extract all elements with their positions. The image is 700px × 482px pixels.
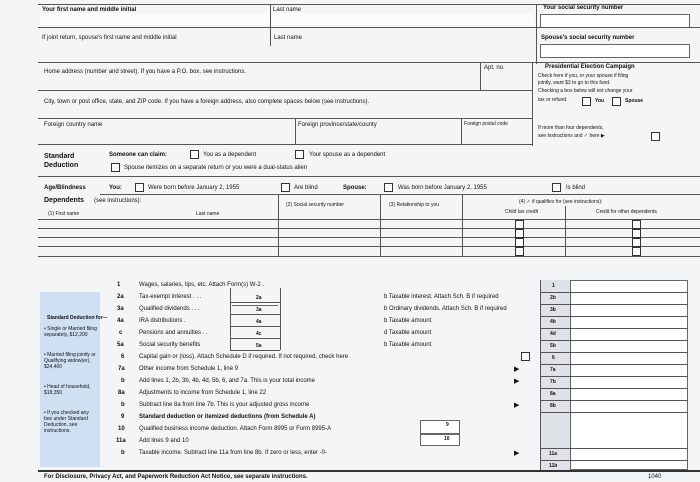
line-num: b: [121, 378, 125, 384]
rule: [540, 364, 688, 365]
line-num: 5a: [117, 342, 124, 348]
box-label: 4c: [256, 331, 262, 337]
right-box-label: 3b: [550, 307, 556, 313]
you-born-label: Were born before January 2, 1955: [148, 185, 240, 191]
spouse-itemizes-label: Spouse itemizes on a separate return or you were a dual-status alien: [124, 165, 308, 171]
campaign-text: jointly, want $3 to go to this fund.: [538, 80, 611, 86]
right-box-label: 2b: [550, 295, 556, 301]
spouse-ssn-input[interactable]: [540, 44, 690, 58]
spouse-born-checkbox[interactable]: [384, 183, 393, 192]
line-num: 3a: [117, 306, 124, 312]
foreign-country-label: Foreign country name: [44, 122, 103, 128]
last-name-label: Last name: [273, 7, 302, 13]
deduction-label: Deduction: [44, 162, 79, 169]
box-label: 10: [444, 436, 450, 442]
line-text: Standard deduction or itemized deductions (from Schedule A): [139, 414, 316, 420]
arrow-icon: ▶: [514, 402, 520, 409]
rule: [280, 288, 281, 350]
rule: [230, 302, 280, 303]
arrow-icon: ▶: [514, 378, 520, 385]
rule: [540, 340, 688, 341]
rule: [540, 280, 541, 470]
rule: [230, 350, 280, 351]
spouse-itemizes-checkbox[interactable]: [111, 163, 120, 172]
line-text: Add lines 1, 2b, 3b, 4b, 4d, 5b, 6, and 7a. This is your total income: [139, 378, 315, 384]
rule: [536, 4, 537, 64]
rule: [38, 470, 700, 472]
line-num: b: [121, 450, 125, 456]
age-spouse-label: Spouse:: [343, 185, 367, 191]
line-text: Pensions and annuities . .: [139, 330, 208, 336]
line-num: 11a: [116, 438, 126, 444]
home-address-label: Home address (number and street). If you have a P.O. box, see instructions.: [44, 69, 246, 75]
dependents-note: If more than four dependents,: [538, 125, 604, 131]
rule: [38, 256, 700, 257]
line-num: 1: [117, 282, 121, 288]
right-box-label: 4b: [550, 319, 556, 325]
spouse-blind-label: Is blind: [566, 185, 586, 191]
line-num: 6: [121, 354, 125, 360]
rule: [38, 176, 700, 177]
right-box-label: 7b: [550, 379, 556, 385]
line-num: 9: [121, 414, 125, 420]
line-text: Qualified business income deduction. Attach Form 8995 or Form 8995-A: [139, 426, 332, 432]
rule: [540, 304, 688, 305]
right-box-label: 6: [552, 355, 555, 361]
someone-can-claim-label: Someone can claim:: [109, 152, 168, 158]
capital-gain-checkbox[interactable]: [521, 352, 530, 361]
line-text: Capital gain or (loss). Attach Schedule D if required. If not required, check here: [139, 354, 349, 360]
other-credit-checkbox[interactable]: [632, 220, 641, 229]
campaign-text: Checking a box below will not change your: [538, 88, 633, 94]
rule: [38, 90, 532, 91]
campaign-text: tax or refund.: [538, 97, 568, 103]
line-num: b: [121, 402, 125, 408]
rule: [100, 194, 700, 195]
line-text: Subtract line 8a from line 7b. This is your adjusted gross income: [139, 402, 310, 408]
rule: [540, 400, 688, 401]
right-line-text: b Taxable interest. Attach Sch. B if required: [384, 294, 499, 300]
standard-label: Standard: [44, 153, 75, 160]
line-text: Add lines 9 and 10: [139, 438, 189, 444]
line-num: 4a: [117, 318, 124, 324]
you-blind-label: Are blind: [294, 185, 318, 191]
line-text: Adjustments to income from Schedule 1, line 22: [139, 390, 267, 396]
you-dependent-checkbox[interactable]: [190, 150, 199, 159]
line-text: Tax-exempt interest . . .: [139, 294, 202, 300]
rule: [38, 144, 532, 145]
rule: [38, 237, 700, 238]
rule: [38, 219, 700, 220]
dependents-title: Dependents: [44, 197, 85, 204]
rule: [540, 412, 688, 413]
spouse-dependent-checkbox[interactable]: [295, 150, 304, 159]
other-credit-checkbox[interactable]: [632, 229, 641, 238]
campaign-you-label: You: [595, 98, 605, 104]
rule: [230, 288, 231, 350]
dependents-col4a: Child tax credit: [505, 209, 539, 215]
right-box-label: 11b: [549, 463, 558, 469]
right-line-text: b Taxable amount: [384, 342, 432, 348]
right-box-label: 5b: [550, 343, 556, 349]
more-dependents-checkbox[interactable]: [651, 132, 660, 141]
you-dependent-label: You as a dependent: [203, 152, 257, 158]
rule: [461, 118, 462, 144]
spouse-last-name-label: Last name: [274, 35, 303, 41]
right-box-label: 4d: [550, 331, 556, 337]
spouse-ssn-label: Spouse's social security number: [541, 35, 635, 41]
rule: [38, 246, 700, 247]
sidebar-item: • Married filing jointly or Qualifying widow(er), $24,400: [44, 352, 96, 370]
child-credit-checkbox[interactable]: [515, 247, 524, 256]
foreign-province-label: Foreign province/state/county: [298, 122, 377, 128]
form-number: 1040: [648, 474, 662, 480]
child-credit-checkbox[interactable]: [515, 238, 524, 247]
line-num: 7a: [118, 366, 125, 372]
rule: [532, 62, 533, 146]
rule: [38, 118, 532, 119]
footer-notice: For Disclosure, Privacy Act, and Paperwork Reduction Act Notice, see separate instructions.: [44, 474, 308, 480]
rule: [540, 448, 688, 449]
spouse-first-name-label: If joint return, spouse's first name and middle initial: [42, 35, 177, 41]
dependents-col1: (1) First name: [48, 211, 80, 217]
dependents-col3: (3) Relationship to you: [389, 202, 440, 208]
line-num: 8a: [118, 390, 125, 396]
arrow-icon: ▶: [514, 366, 520, 373]
dependents-col4b: Credit for other dependents: [596, 209, 657, 215]
box-label: 3a: [256, 307, 262, 313]
rule: [540, 292, 688, 293]
line-9-input[interactable]: [420, 420, 460, 434]
line-text: IRA distributions .: [139, 318, 186, 324]
ssn-label: Your social security number: [543, 5, 624, 11]
you-blind-checkbox[interactable]: [281, 183, 290, 192]
spouse-dependent-label: Your spouse as a dependent: [309, 152, 386, 158]
right-box-label: 1: [552, 283, 555, 289]
dependents-see: (see instructions):: [94, 198, 142, 204]
spouse-born-label: Was born before January 2, 1955: [398, 185, 487, 191]
rule: [480, 62, 481, 90]
campaign-spouse-checkbox[interactable]: [612, 97, 621, 106]
child-credit-checkbox[interactable]: [515, 220, 524, 229]
sidebar-item: • Head of household, $18,350: [44, 384, 91, 396]
rule: [38, 62, 700, 63]
amount-column[interactable]: [570, 280, 688, 470]
right-box-label: 8b: [550, 403, 556, 409]
rule: [295, 118, 296, 144]
box-label: 4a: [256, 319, 262, 325]
box-label: 5a: [256, 343, 262, 349]
rule: [270, 4, 271, 46]
rule: [230, 326, 280, 327]
rule: [565, 206, 566, 256]
line-text: Social security benefits: [139, 342, 201, 348]
right-box-label: 7a: [550, 367, 556, 373]
line-text: Taxable income. Subtract line 11a from line 8b. If zero or less, enter -0-: [139, 450, 327, 456]
last-name-input[interactable]: [272, 13, 534, 25]
right-box-label: 8a: [550, 391, 556, 397]
first-name-input[interactable]: [40, 13, 270, 25]
age-you-label: You:: [109, 185, 122, 191]
line-text: Qualified dividends . . .: [139, 306, 200, 312]
campaign-you-checkbox[interactable]: [582, 97, 591, 106]
right-line-text: d Taxable amount: [384, 330, 432, 336]
line-text: Other income from Schedule 1, line 9: [139, 366, 239, 372]
rule: [540, 376, 688, 377]
sidebar-item: • Single or Married filing separately, $12,200: [44, 326, 97, 338]
rule: [540, 388, 688, 389]
rule: [540, 460, 688, 461]
other-credit-checkbox[interactable]: [632, 247, 641, 256]
rule: [230, 314, 280, 315]
sidebar-title: Standard Deduction for—: [47, 315, 108, 321]
city-label: City, town or post office, state, and ZIP code. If you have a foreign address, also complete spaces below (see instructions).: [44, 99, 370, 105]
ssn-input[interactable]: [540, 14, 690, 28]
foreign-postal-label: Foreign postal code: [464, 121, 508, 127]
apt-label: Apt. no.: [484, 65, 505, 71]
campaign-spouse-label: Spouse: [625, 98, 644, 104]
rule: [230, 338, 280, 339]
line-num: 10: [118, 426, 125, 432]
line-text: Wages, salaries, tips, etc. Attach Form(s) W-2 .: [139, 282, 265, 288]
rule: [540, 328, 688, 329]
first-name-label: Your first name and middle initial: [42, 7, 137, 13]
right-box-label: 11a: [549, 451, 558, 457]
line-num: c: [119, 330, 123, 336]
line-num: 2a: [117, 294, 124, 300]
age-blindness-label: Age/Blindness: [44, 185, 86, 191]
box-label: 2a: [256, 295, 262, 301]
rule: [38, 228, 700, 229]
dependents-note: see instructions and ✓ here ▶: [538, 133, 605, 139]
campaign-title: Presidential Election Campaign: [545, 64, 635, 70]
rule: [38, 27, 700, 28]
rule: [540, 352, 688, 353]
you-born-checkbox[interactable]: [135, 183, 144, 192]
right-line-text: b Ordinary dividends. Attach Sch. B if required: [384, 306, 507, 312]
line-10-input[interactable]: [420, 434, 460, 446]
right-line-text: b Taxable amount: [384, 318, 432, 324]
sidebar-item: • If you checked any box under Standard Deduction, see instructions.: [44, 410, 89, 434]
box-label: 9: [446, 422, 449, 428]
dependents-col4: (4) ✓ if qualifies for (see instructions):: [519, 199, 603, 205]
other-credit-checkbox[interactable]: [632, 238, 641, 247]
campaign-text: Check here if you, or your spouse if filing: [538, 73, 629, 79]
arrow-icon: ▶: [514, 450, 520, 457]
dependents-col2: (2) Social security number: [286, 202, 345, 208]
child-credit-checkbox[interactable]: [515, 229, 524, 238]
dependents-col1b: Last name: [196, 211, 220, 217]
spouse-blind-checkbox[interactable]: [552, 183, 561, 192]
rule: [540, 316, 688, 317]
